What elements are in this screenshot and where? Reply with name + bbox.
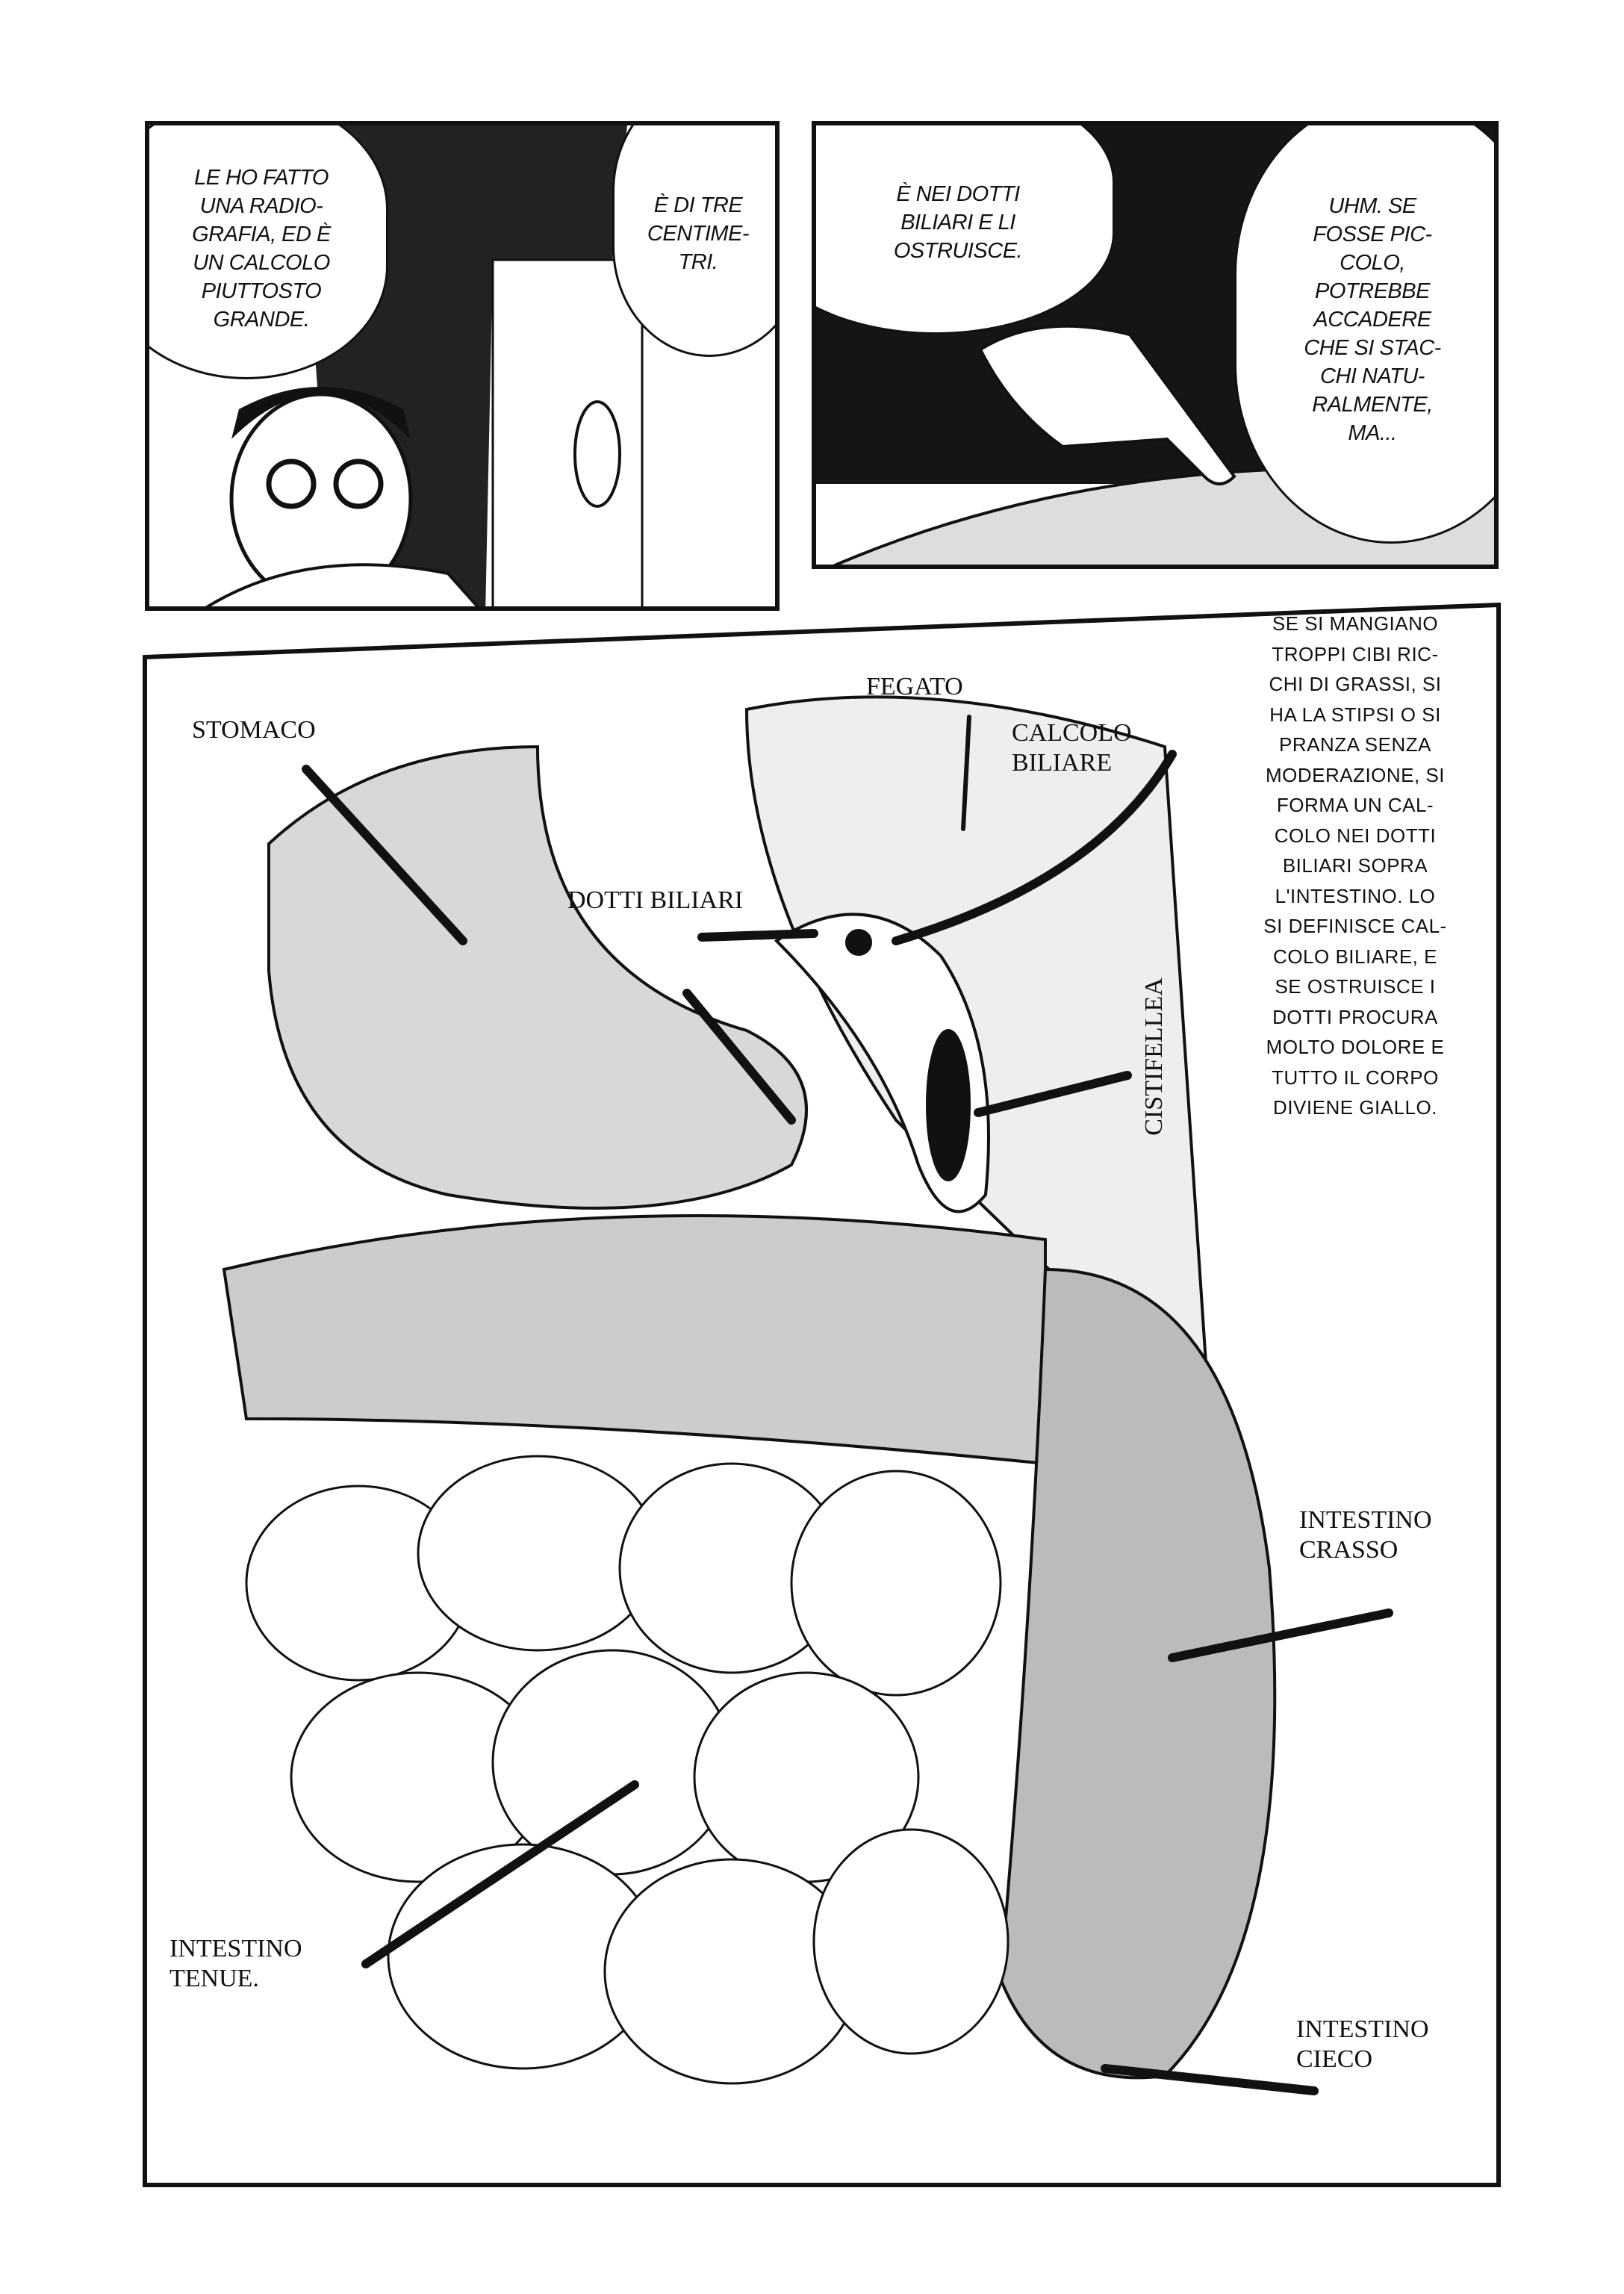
label-intestino-crasso: INTESTINO CRASSO [1299, 1506, 1432, 1564]
bubble-text: UHM. SE FOSSE PIC- COLO, POTREBBE ACCADERE CHE SI STAC- CHI NATU- RALMENTE, MA... [1304, 194, 1441, 445]
narration-box: SE SI MANGIANO TROPPI CIBI RIC- CHI DI GRASSI, SI HA LA STIPSI O SI PRANZA SENZA MODERAZIONE, SI FORMA UN CAL- COLO NEI DOTTI BILIARI SOPRA L'INTESTINO. LO SI DEFINISCE CAL- COLO BILIARE, E SE OSTRUISCE I DOTTI PROCURA MOLTO DOLORE E TUTTO IL CORPO DIVIENE GIALLO. [1263, 612, 1447, 1119]
label-intestino-cieco: INTESTINO CIECO [1296, 2015, 1429, 2073]
label-intestino-tenue: INTESTINO TENUE. [169, 1935, 302, 1992]
label-cistifellea: CISTIFELLEA [1139, 977, 1168, 1136]
label-stomaco: STOMACO [192, 716, 316, 744]
label-calcolo-biliare: CALCOLO BILIARE [1012, 719, 1132, 777]
bubble-text: LE HO FATTO UNA RADIO- GRAFIA, ED È UN CALCOLO PIUTTOSTO GRANDE. [192, 166, 331, 332]
gallbladder-dark [927, 1031, 969, 1180]
label-dotti-biliari: DOTTI BILIARI [567, 886, 744, 914]
bubble-text: È NEI DOTTI BILIARI E LI OSTRUISCE. [893, 182, 1023, 263]
arrow-dotti [702, 933, 814, 937]
bubble-text: È DI TRE CENTIME- TRI. [647, 193, 750, 274]
label-fegato: FEGATO [866, 673, 963, 700]
gallstone [847, 930, 871, 954]
